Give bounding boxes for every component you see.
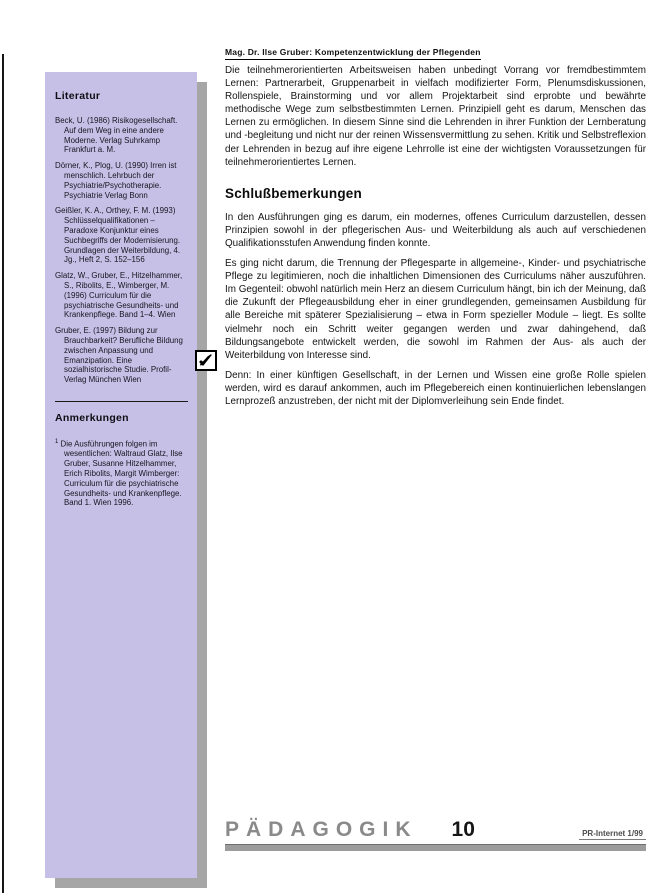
running-head: Mag. Dr. Ilse Gruber: Kompetenzentwicklung der Pflegenden xyxy=(225,47,481,60)
footer-rule xyxy=(225,844,646,851)
body-paragraph: Denn: In einer künftigen Gesellschaft, in der Lernen und Wissen eine große Rolle spielen werden, wird es darauf ankommen, auch im Pflegebereich einen kontinuierlichen lebenslangen Lernprozeß anzustreben, der nicht mit der Diplomverleihung sein Ende findet. xyxy=(225,369,646,407)
reference-item: Geißler, K. A., Orthey, F. M. (1993) Schlüsselqualifikationen – Paradoxe Konjunktur eines Suchbegriffs der Modernisierung. Grundlagen der Weiterbildung, 4. Jg., Heft 2, S. 152–156 xyxy=(55,206,181,265)
issue-label: PR-Internet 1/99 xyxy=(579,829,646,840)
reference-list xyxy=(55,116,188,385)
journal-section-title: PÄDAGOGIK xyxy=(225,818,418,841)
body-paragraph: In den Ausführungen ging es darum, ein modernes, offenes Curriculum darzustellen, dessen Prinzipien sowohl in der pflegerischen Aus- und Weiterbildung als auch auf verschiedenen Qualifikationsstufen Anwendung finden konnte. xyxy=(225,211,646,249)
page-number: 10 xyxy=(451,818,475,841)
reference-item: Gruber, E. (1997) Bildung zur Brauchbarkeit? Berufliche Bildung zwischen Anpassung und Emanzipation. Eine sozialhistorische Studie. Profil-Verlag München Wien xyxy=(55,326,183,385)
anmerkungen-heading: Anmerkungen xyxy=(55,411,129,424)
pencil-check-icon xyxy=(195,350,217,371)
reference-item: Glatz, W., Gruber, E., Hitzelhammer, S., Ribolits, E., Wimberger, M. (1996) Curriculum für die psychiatrische Gesundheits- und Krankenpflege. Band 1–4. Wien xyxy=(55,271,183,320)
reference-item: Beck, U. (1986) Risikogesellschaft. Auf dem Weg in eine andere Moderne. Verlag Suhrkamp Frankfurt a. M. xyxy=(55,116,178,155)
page-footer xyxy=(225,818,646,851)
sidebar-divider xyxy=(55,401,188,402)
article-body xyxy=(225,64,646,415)
body-paragraph: Die teilnehmerorientierten Arbeitsweisen haben unbedingt Vorrang vor fremdbestimmtem Lernen: Partnerarbeit, Gruppenarbeit in vielfach modifizierter Form, Plenumsdiskussionen, Rollenspiele, Brainstorming und vor allem Projektarbeit sind erprobte und bewährte methodische Wege zum selbstbestimmten Lernen. Prinzipiell geht es darum, Menschen das Lernen zu ermöglichen. In diesem Sinne sind die Lehrenden in ihrer Funktion der Lernberatung und -begleitung und nicht nur der reinen Wissensvermittlung zu sehen. Kritik und Selbstreflexion der Lehrenden in bezug auf ihre eigene Lehrrolle ist eine der wichtigsten Voraussetzungen für teilnehmerorientiertes Lernen. xyxy=(225,65,646,168)
page-edge-line xyxy=(2,54,4,893)
reference-item: Dörner, K., Plog, U. (1990) Irren ist menschlich. Lehrbuch der Psychiatrie/Psychotherapie. Psychiatrie Verlag Bonn xyxy=(55,161,177,200)
literatur-heading: Literatur xyxy=(55,90,101,102)
section-heading: Schlußbemerkungen xyxy=(225,185,362,201)
footnote xyxy=(55,438,188,508)
footnote-marker: 1 xyxy=(55,438,59,445)
reference-sidebar xyxy=(45,72,197,878)
footnote-text: Die Ausführungen folgen im wesentlichen: Waltraud Glatz, Ilse Gruber, Susanne Hitzelhammer, Erich Ribolits, Margit Wimberger: Curriculum für die psychiatrische Gesundheits- und Krankenpflege. Band 1. Wien 1996. xyxy=(60,439,183,508)
body-paragraph: Es ging nicht darum, die Trennung der Pflegesparte in allgemeine-, Kinder- und psychiatrische Pflege zu legitimieren, noch die inhaltlichen Dimensionen des Curriculums näher auszuführen. Im Gegenteil: obwohl natürlich mein Herz an diesem Curriculum hängt, bin ich der Meinung, daß die Zukunft der Pflegeausbildung eher in einer grundlegenden, gemeinsamen Ausbildung für alle Bereiche mit späterer Spezialisierung – etwa in Form spezieller Module – liegt. Es sollte vielmehr noch ein Schritt weiter gegangen werden und zwar dahingehend, daß Bildungsangebote entwickelt werden, die sowohl im Rahmen der Aus- als auch der Weiterbildung von Interesse sind. xyxy=(225,258,646,361)
